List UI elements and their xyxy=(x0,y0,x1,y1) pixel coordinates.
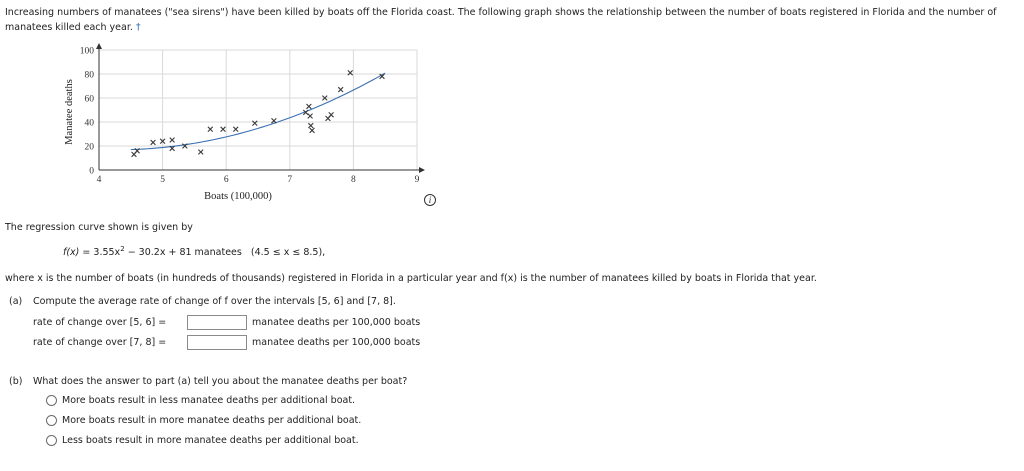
data-point xyxy=(233,127,238,132)
data-point xyxy=(338,87,343,92)
regression-curve xyxy=(131,73,385,150)
part-a-question: Compute the average rate of change of f over the intervals [5, 6] and [7, 8]. xyxy=(33,296,396,307)
regression-formula xyxy=(63,245,325,258)
y-tick-label: 40 xyxy=(84,118,94,129)
option-2-radio[interactable] xyxy=(46,415,57,426)
rate-row1-unit: manatee deaths per 100,000 boats xyxy=(252,317,421,328)
regression-intro: The regression curve shown is given by xyxy=(5,222,193,233)
option-2-label[interactable]: More boats result in more manatee deaths per additional boat. xyxy=(62,415,362,426)
part-b-label: (b) xyxy=(9,376,23,387)
footnote-link[interactable]: † xyxy=(135,22,141,33)
option-3-label[interactable]: Less boats result in more manatee deaths per additional boat. xyxy=(62,435,359,446)
option-1-label[interactable]: More boats result in less manatee deaths per additional boat. xyxy=(62,395,356,406)
y-axis-title: Manatee deaths xyxy=(64,79,75,145)
data-point xyxy=(221,127,226,132)
rate-7-8-input[interactable] xyxy=(187,335,247,350)
x-tick-label: 5 xyxy=(160,175,165,185)
x-axis-title: Boats (100,000) xyxy=(204,191,272,202)
data-point xyxy=(151,140,156,145)
option-3-radio[interactable] xyxy=(46,435,57,446)
rate-row2-label: rate of change over [7, 8] = xyxy=(33,337,167,348)
part-a-label: (a) xyxy=(9,296,23,307)
x-axis-arrow xyxy=(419,167,425,173)
problem-intro xyxy=(5,5,1017,35)
y-tick-label: 20 xyxy=(84,142,94,153)
info-icon[interactable]: i xyxy=(424,194,436,206)
data-point xyxy=(198,150,203,155)
regression-where: where x is the number of boats (in hundreds of thousands) registered in Florida in a particular year and f(x) is the number of manatees killed by boats in Florida that year. xyxy=(5,273,817,284)
manatee-scatter-chart xyxy=(55,42,435,212)
data-point xyxy=(310,128,315,133)
rate-5-6-input[interactable] xyxy=(187,315,247,330)
formula-domain: (4.5 ≤ x ≤ 8.5), xyxy=(250,247,326,259)
intro-text: Increasing numbers of manatees ("sea sirens") have been killed by boats off the Florida coast. The following graph shows the relationship between the number of boats registered in Florida and the number of manatees killed each year. xyxy=(5,7,997,33)
formula-lhs: f(x) xyxy=(63,247,80,259)
rate-row2-unit: manatee deaths per 100,000 boats xyxy=(252,337,421,348)
formula-rest: − 30.2x + 81 manatees xyxy=(127,247,242,259)
x-tick-label: 9 xyxy=(414,175,420,185)
data-point xyxy=(308,123,313,128)
formula-eq: = 3.55x xyxy=(82,247,121,259)
y-tick-label: 100 xyxy=(79,46,94,57)
part-b-question: What does the answer to part (a) tell you about the manatee deaths per boat? xyxy=(33,376,408,387)
data-point xyxy=(208,127,213,132)
x-tick-label: 4 xyxy=(96,175,102,185)
data-point xyxy=(170,138,175,143)
data-point xyxy=(308,114,313,119)
formula-exponent: 2 xyxy=(120,245,125,253)
data-point xyxy=(329,112,334,117)
option-1-radio[interactable] xyxy=(46,395,57,406)
y-tick-label: 60 xyxy=(84,94,94,105)
data-point xyxy=(306,104,311,109)
y-tick-label: 0 xyxy=(89,166,94,177)
x-tick-label: 8 xyxy=(351,175,356,185)
x-tick-label: 6 xyxy=(223,175,229,185)
y-tick-label: 80 xyxy=(84,70,94,81)
rate-row1-label: rate of change over [5, 6] = xyxy=(33,317,167,328)
y-axis-arrow xyxy=(96,43,102,49)
x-tick-label: 7 xyxy=(287,175,293,185)
